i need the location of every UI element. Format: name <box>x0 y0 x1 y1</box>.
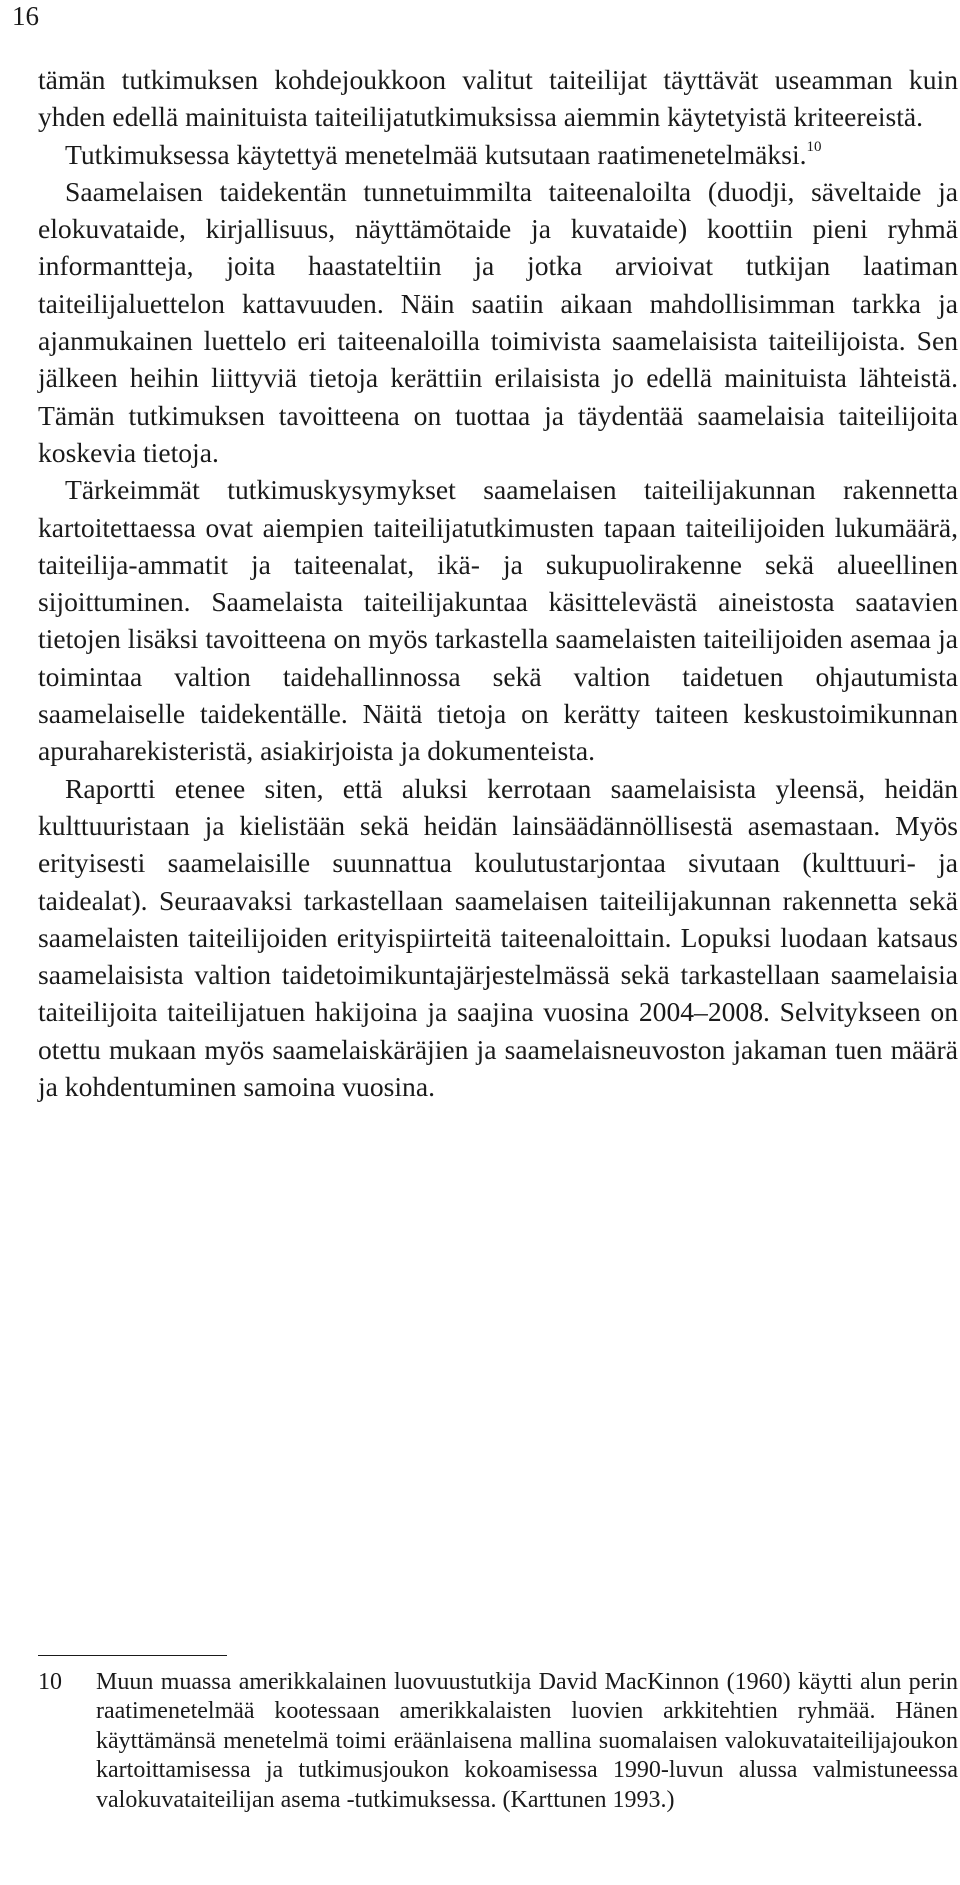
page-number: 16 <box>12 1 39 31</box>
paragraph-2-rest: Saamelaisen taidekentän tunnetuimmilta taiteenaloilta (duodji, säveltaide ja elokuvataide, kirjallisuus, näyttämötaide ja kuvataide) koottiin pieni ryhmä informantteja, joita haastateltiin ja jotka arvioivat tutkijan laatiman taiteilijaluettelon kattavuuden. Näin saatiin aikaan mahdollisimman tarkka ja ajanmukainen luettelo eri taiteenaloilla toimivista saamelaisista taiteilijoista. Sen jälkeen heihin liittyviä tietoja kerättiin erilaisista jo edellä mainituista lähteistä. Tämän tutkimuksen tavoitteena on tuottaa ja täydentää saamelaisia taiteilijoita koskevia tietoja. <box>38 175 958 468</box>
paragraph-2-lead: Tutkimuksessa käytettyä menetelmää kutsutaan raatimenetelmäksi. <box>65 138 807 170</box>
body-text <box>38 61 958 1105</box>
paragraph-4: Raportti etenee siten, että aluksi kerrotaan saamelaisista yleensä, heidän kulttuuristaan ja kielistään sekä heidän lainsäädännöllisestä asemastaan. Myös erityisesti saamelaisille suunnattua koulutustarjontaa sivutaan (kulttuuri- ja taidealat). Seuraavaksi tarkastellaan saamelaisen taiteilijakunnan rakennetta sekä saamelaisten taiteilijoiden erityispiirteitä taiteenaloittain. Lopuksi luodaan katsaus saamelaisista valtion taidetoimikuntajärjestelmässä sekä tarkastellaan saamelaisia taiteilijoita taiteilijatuen hakijoina ja saajina vuosina 2004–2008. Selvitykseen on otettu mukaan myös saamelaiskäräjien ja saamelaisneuvoston jakaman tuen määrä ja kohdentuminen samoina vuosina. <box>38 772 958 1103</box>
footnote <box>38 1668 958 1815</box>
footnote-reference[interactable]: 10 <box>806 139 822 156</box>
footnote-divider <box>38 1655 227 1656</box>
paragraph-3: Tärkeimmät tutkimuskysymykset saamelaisen taiteilijakunnan rakennetta kartoitettaessa ovat aiempien taiteilijatutkimusten tapaan taiteilijoiden lukumäärä, taiteilija-ammatit ja taiteenalat, ikä- ja sukupuolirakenne sekä alueellinen sijoittuminen. Saamelaista taiteilijakuntaa käsittelevästä aineistosta saatavien tietojen lisäksi tavoitteena on myös tarkastella saamelaisten taiteilijoiden asemaa ja toimintaa valtion taidehallinnossa sekä valtion taidetuen ohjautumista saamelaiselle taidekentälle. Näitä tietoja on kerätty taiteen keskustoimikunnan apuraharekisteristä, asiakirjoista ja dokumenteista. <box>38 474 958 767</box>
footnote-number: 10 <box>38 1669 62 1695</box>
paragraph-2 <box>38 136 958 472</box>
footnote-text: Muun muassa amerikkalainen luovuustutkija David MacKinnon (1960) käytti alun perin raatimenetelmää kootessaan amerikkalaisten luovien arkkitehtien ryhmää. Hänen käyttämänsä menetelmä toimi eräänlaisena mallina suomalaisen valokuvataiteilijajoukon kartoittamisessa ja tutkimusjoukon kokoamisessa 1990-luvun alussa valmistuneessa valokuvataiteilijan asema -tutkimuksessa. (Karttunen 1993.) <box>96 1669 958 1813</box>
paragraph-1: tämän tutkimuksen kohdejoukkoon valitut taiteilijat täyttävät useamman kuin yhden edellä mainituista taiteilijatutkimuksissa aiemmin käytetyistä kriteereistä. <box>38 64 958 133</box>
